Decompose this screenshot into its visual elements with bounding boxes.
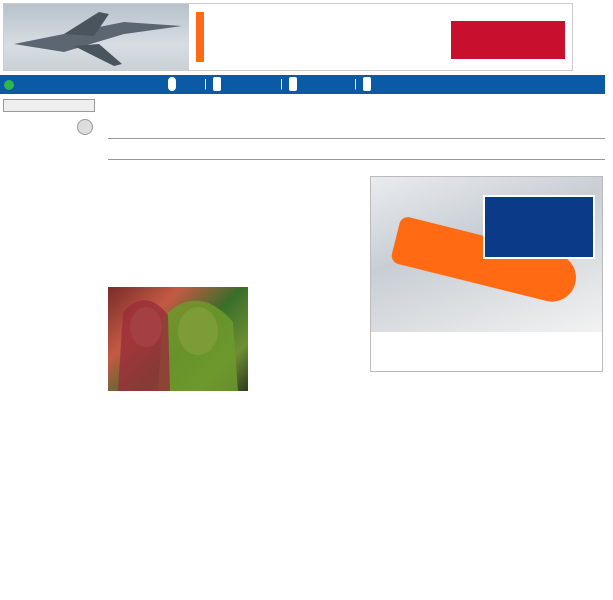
classified-marketplace-link[interactable]	[289, 77, 297, 91]
divider	[108, 138, 605, 139]
search-button[interactable]	[3, 99, 95, 112]
divider: |	[204, 78, 207, 90]
article-photo[interactable]	[108, 287, 248, 391]
classified-cars-link[interactable]	[168, 77, 176, 91]
classified-careerbuilder-link[interactable]	[213, 77, 221, 91]
bae-systems-logo[interactable]	[451, 21, 565, 59]
powered-by-yahoo	[3, 116, 95, 138]
usa-today-logo[interactable]	[4, 77, 16, 92]
divider: |	[354, 78, 357, 90]
site-header	[0, 75, 605, 94]
left-nav	[3, 97, 95, 138]
classified-realestate-link[interactable]	[363, 77, 371, 91]
stihl-dealer-ad[interactable]	[370, 176, 603, 372]
go-button[interactable]	[77, 119, 93, 135]
chainsaw-image	[371, 177, 603, 332]
article-dates	[108, 165, 114, 172]
divider	[108, 159, 605, 160]
dealer-days-badge	[483, 195, 595, 259]
top-banner-ad[interactable]	[3, 3, 573, 71]
divider: |	[280, 78, 283, 90]
fighter-jet-image	[4, 4, 189, 71]
logo-globe-icon	[4, 80, 14, 90]
ad-accent-bar	[196, 12, 204, 62]
